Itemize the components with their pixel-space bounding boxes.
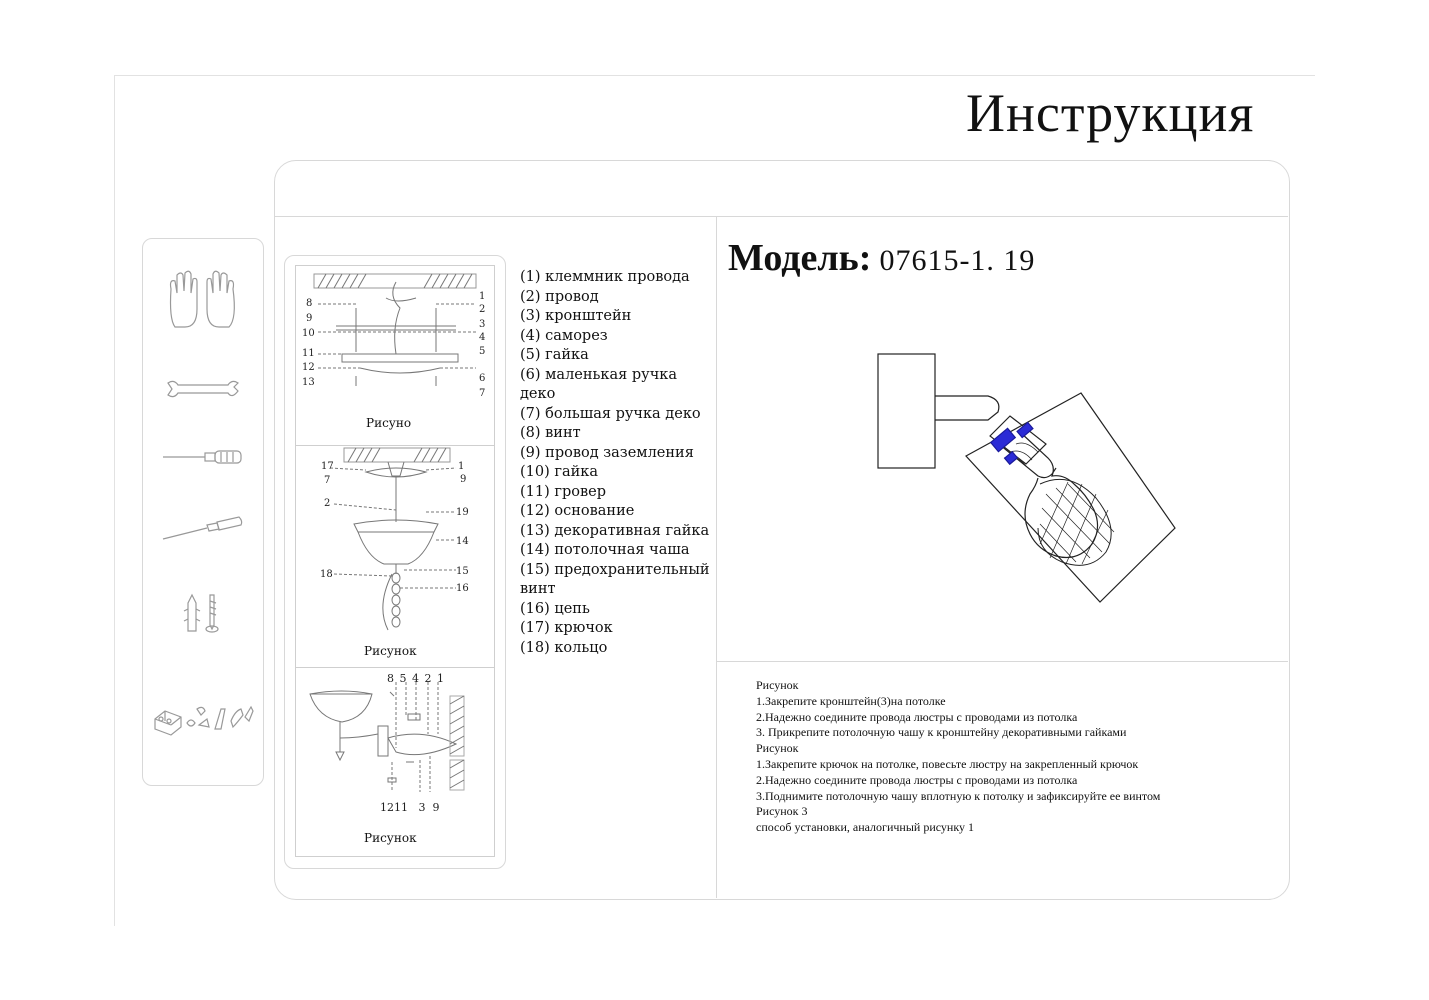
- figure-3-caption: Рисунок: [364, 831, 417, 845]
- part-item: (9) провод заземления: [520, 444, 694, 461]
- fig2-label-7: 7: [324, 475, 331, 486]
- fig1-label-3: 3: [479, 319, 486, 330]
- part-item: (3) кронштейн: [520, 308, 632, 324]
- spotlight-product-drawing: [870, 348, 1180, 610]
- instruction-line: Рисунок: [756, 741, 799, 756]
- part-item: (12) основание: [520, 503, 635, 519]
- fig1-label-5: 5: [479, 346, 486, 357]
- figure-3-drawing: [296, 668, 494, 818]
- part-item: (7) большая ручка деко: [520, 405, 701, 422]
- installation-instructions: [756, 678, 1256, 836]
- fig2-label-1: 1: [458, 461, 465, 472]
- parts-list: [520, 268, 710, 658]
- fig1-label-7: 7: [479, 388, 486, 399]
- instruction-line: 1.Закрепите крючок на потолке, повесьте люстру на закрепленный крючок: [756, 756, 1139, 771]
- instruction-line: Рисунок: [756, 678, 799, 692]
- header-divider: [275, 216, 1288, 217]
- fig3-bottom-labels: 1211 3 9: [380, 801, 440, 814]
- fig1-label-2: 2: [479, 304, 486, 315]
- part-item: (10) гайка: [520, 464, 598, 480]
- fig1-label-6: 6: [479, 373, 486, 384]
- terminal-block-icon: [143, 697, 263, 737]
- instruction-line: 1.Закрепите кронштейн(3)на потолке: [756, 693, 946, 708]
- column-divider: [716, 217, 717, 898]
- fig2-label-17: 17: [321, 461, 334, 472]
- fig1-label-12: 12: [302, 362, 315, 373]
- instruction-line: 2.Надежно соедините провода люстры с проводами из потолка: [756, 709, 1078, 724]
- screwdriver-angled-icon: [143, 515, 263, 543]
- figure-2-caption: Рисунок: [364, 644, 417, 658]
- fig1-label-9: 9: [306, 313, 313, 324]
- fig3-top-labels: 8 5 4 2 1: [387, 672, 445, 685]
- wall-plug-screw-icon: [143, 591, 263, 635]
- fig1-label-13: 13: [302, 377, 315, 388]
- part-item: (6) маленькая ручка деко: [520, 366, 677, 402]
- fig2-label-19: 19: [456, 507, 469, 518]
- instructions-divider: [717, 661, 1288, 662]
- part-item: (16) цепь: [520, 600, 590, 617]
- instruction-line: 3.Поднимите потолочную чашу вплотную к потолку и зафиксируйте ее винтом: [756, 788, 1161, 803]
- fig1-label-4: 4: [479, 332, 486, 343]
- part-item: (5) гайка: [520, 347, 589, 363]
- page-title: Инструкция: [966, 83, 1255, 143]
- part-item: (1) клеммник провода: [520, 269, 690, 285]
- part-item: (11) гровер: [520, 483, 607, 500]
- part-item: (13) декоративная гайка: [520, 522, 710, 539]
- part-item: (8) винт: [520, 425, 581, 441]
- part-item: (17) крючок: [520, 620, 613, 636]
- model-label: Модель:: [728, 237, 872, 279]
- figure-1-caption: Рисуно: [366, 416, 412, 430]
- gloves-icon: [143, 269, 263, 331]
- fig2-label-18: 18: [320, 569, 333, 580]
- fig1-label-11: 11: [302, 348, 315, 359]
- part-item: (2) провод: [520, 288, 599, 305]
- fig1-label-10: 10: [302, 328, 315, 339]
- model-code: 07615-1. 19: [879, 244, 1036, 277]
- instruction-line: способ установки, аналогичный рисунку 1: [756, 820, 974, 835]
- figure-1-drawing: [296, 268, 494, 408]
- fig2-label-15: 15: [456, 566, 469, 577]
- wrench-icon: [143, 377, 263, 401]
- screwdriver-icon: [143, 449, 263, 465]
- fig2-label-14: 14: [456, 536, 469, 547]
- part-item: винт: [520, 581, 556, 597]
- part-item: (4) саморез: [520, 327, 608, 344]
- fig2-label-16: 16: [456, 583, 469, 594]
- instruction-line: Рисунок 3: [756, 804, 808, 819]
- fig1-label-1: 1: [479, 291, 486, 302]
- model-heading: [728, 236, 1035, 280]
- fig2-label-2: 2: [324, 498, 331, 509]
- fig2-label-9: 9: [460, 474, 467, 485]
- part-item: (15) предохранительный: [520, 561, 710, 578]
- instruction-line: 3. Прикрепите потолочную чашу к кронштейну декоративными гайками: [756, 725, 1127, 740]
- tools-panel: [142, 238, 264, 786]
- part-item: (14) потолочная чаша: [520, 542, 690, 558]
- instruction-line: 2.Надежно соедините провода люстры с проводами из потолка: [756, 772, 1078, 787]
- part-item: (18) кольцо: [520, 639, 608, 656]
- fig1-label-8: 8: [306, 298, 313, 309]
